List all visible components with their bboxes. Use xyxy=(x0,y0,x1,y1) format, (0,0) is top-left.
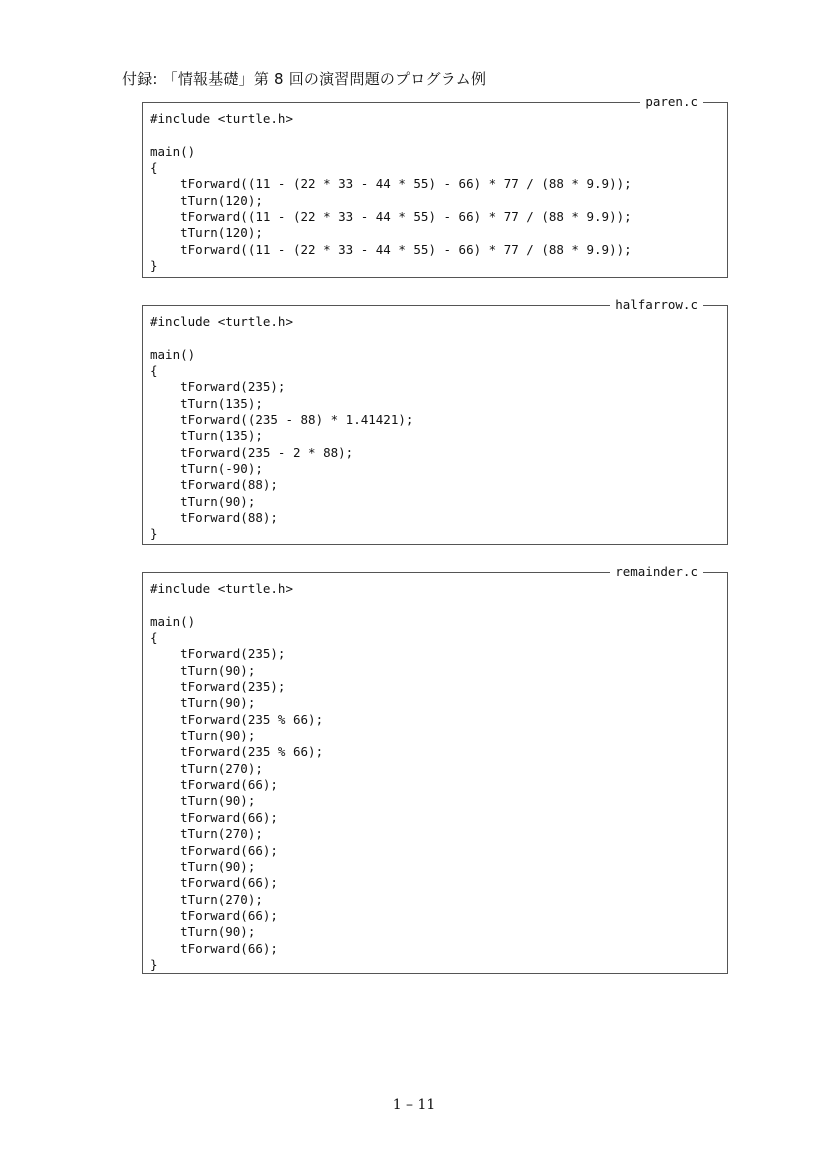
page-heading: 付録: 「情報基礎」第 8 回の演習問題のプログラム例 xyxy=(122,70,487,88)
code-line: } xyxy=(150,258,158,274)
code-line: tForward(235); xyxy=(150,379,286,395)
code-line: tTurn(135); xyxy=(150,428,263,444)
code-line: tForward((11 - (22 * 33 - 44 * 55) - 66) * 77 / (88 * 9.9)); xyxy=(150,209,632,225)
code-line: tForward((235 - 88) * 1.41421); xyxy=(150,412,414,428)
code-line: tForward(235 - 2 * 88); xyxy=(150,444,354,460)
code-block xyxy=(150,581,323,973)
code-line: tTurn(90); xyxy=(150,662,256,678)
code-line: tTurn(270); xyxy=(150,891,263,907)
code-line: main() xyxy=(150,346,196,362)
code-line: tTurn(135); xyxy=(150,395,263,411)
code-line: { xyxy=(150,630,158,646)
code-line: tForward(66); xyxy=(150,940,278,956)
code-line: tTurn(-90); xyxy=(150,461,263,477)
code-line: main() xyxy=(150,143,196,159)
code-line xyxy=(150,127,632,143)
code-line: tForward((11 - (22 * 33 - 44 * 55) - 66) * 77 / (88 * 9.9)); xyxy=(150,241,632,257)
code-listing-halfarrow xyxy=(142,297,728,545)
code-listing-remainder xyxy=(142,564,728,974)
code-line: tTurn(120); xyxy=(150,225,263,241)
code-line: tForward(66); xyxy=(150,875,278,891)
code-line: tTurn(270); xyxy=(150,826,263,842)
code-listing-paren xyxy=(142,94,728,278)
code-line: tTurn(90); xyxy=(150,695,256,711)
code-line: { xyxy=(150,363,158,379)
code-line: #include <turtle.h> xyxy=(150,581,293,596)
code-line: tForward(235 % 66); xyxy=(150,711,324,727)
code-line: tTurn(90); xyxy=(150,493,256,509)
page-number: 1 – 11 xyxy=(392,1097,436,1113)
code-block xyxy=(150,111,632,274)
code-line: tTurn(90); xyxy=(150,858,256,874)
filename-label: remainder.c xyxy=(610,564,703,580)
code-line xyxy=(150,597,323,613)
code-line: tForward((11 - (22 * 33 - 44 * 55) - 66) * 77 / (88 * 9.9)); xyxy=(150,176,632,192)
code-line: main() xyxy=(150,613,196,629)
code-line: } xyxy=(150,526,158,542)
code-line: #include <turtle.h> xyxy=(150,314,293,329)
code-line: tTurn(90); xyxy=(150,728,256,744)
code-line xyxy=(150,330,413,346)
code-line: tForward(235); xyxy=(150,679,286,695)
code-line: tForward(235 % 66); xyxy=(150,744,324,760)
code-line: tForward(66); xyxy=(150,809,278,825)
filename-label: halfarrow.c xyxy=(610,297,703,313)
code-block xyxy=(150,314,413,543)
code-line: tTurn(90); xyxy=(150,793,256,809)
code-line: tForward(66); xyxy=(150,907,278,923)
code-line: tForward(66); xyxy=(150,777,278,793)
code-line: tForward(235); xyxy=(150,646,286,662)
filename-label: paren.c xyxy=(640,94,703,110)
code-line: } xyxy=(150,956,158,972)
code-line: tForward(88); xyxy=(150,510,278,526)
code-line: tTurn(90); xyxy=(150,924,256,940)
code-line: tTurn(120); xyxy=(150,192,263,208)
code-line: #include <turtle.h> xyxy=(150,111,293,126)
code-line: tForward(66); xyxy=(150,842,278,858)
code-line: { xyxy=(150,160,158,176)
code-line: tForward(88); xyxy=(150,477,278,493)
code-line: tTurn(270); xyxy=(150,760,263,776)
